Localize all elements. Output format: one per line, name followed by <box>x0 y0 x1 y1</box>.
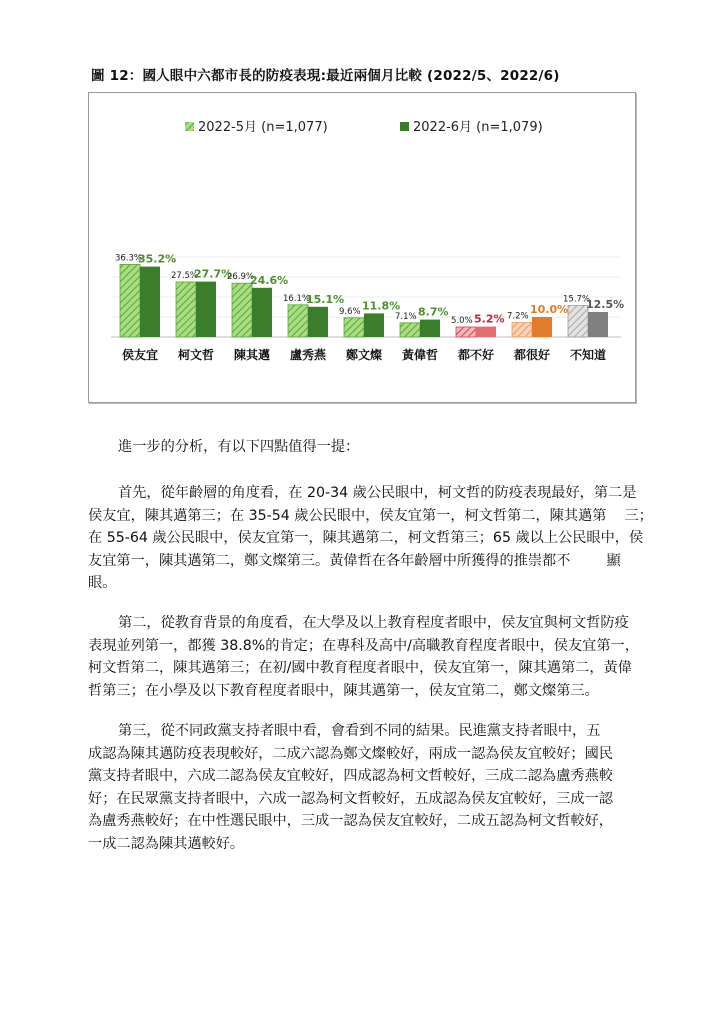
category-label-7: 都不好 <box>457 348 495 362</box>
bar-chart <box>88 92 636 403</box>
bar-chart-svg <box>89 93 637 404</box>
paragraph-line: 進一步的分析，有以下四點值得一提： <box>118 439 360 455</box>
bar-may-3 <box>232 283 252 337</box>
bar-june-2 <box>196 282 216 337</box>
paragraph-line: 眼。 <box>88 575 117 592</box>
data-label-june-2: 27.7% <box>194 267 233 281</box>
bar-june-6 <box>420 320 440 337</box>
paragraph-line: 黨支持者眼中，六成二認為侯友宜較好，四成認為柯文哲較好，三成二認為盧秀燕較 <box>88 768 613 785</box>
bar-june-4 <box>308 307 328 337</box>
data-label-may-7: 5.0% <box>451 316 473 326</box>
data-label-june-6: 8.7% <box>418 305 449 319</box>
data-label-may-4: 16.1% <box>283 293 311 304</box>
category-label-6: 黃偉哲 <box>401 348 439 362</box>
paragraph-2 <box>88 482 653 595</box>
bar-may-1 <box>120 264 140 337</box>
bar-may-5 <box>344 318 364 337</box>
legend-swatch-2 <box>400 122 409 131</box>
paragraph-line: 柯文哲第二，陳其邁第三；在初/國中教育程度者眼中，侯友宜第一，陳其邁第二，黃偉 <box>88 660 632 677</box>
paragraph-line: 友宜第一，陳其邁第二，鄭文燦第三。黃偉哲在各年齡層中所獲得的推崇都不 顯 <box>88 552 621 569</box>
paragraph-line: 第二，從教育背景的角度看，在大學及以上教育程度者眼中，侯友宜與柯文哲防疫 <box>118 615 629 631</box>
data-label-may-1: 36.3% <box>115 253 143 264</box>
data-label-june-8: 10.0% <box>530 303 569 316</box>
bar-may-6 <box>400 323 420 337</box>
category-label-5: 鄭文燦 <box>345 348 383 362</box>
data-label-may-8: 7.2% <box>507 311 529 322</box>
paragraph-line: 首先，從年齡層的角度看，在 20-34 歲公民眼中，柯文哲的防疫表現最好，第二是 <box>118 485 637 501</box>
bar-may-9 <box>568 306 588 337</box>
bars <box>115 253 624 362</box>
paragraph-3 <box>88 612 639 702</box>
paragraph-line: 成認為陳其邁防疫表現較好，二成六認為鄭文燦較好，兩成一認為侯友宜較好；國民 <box>88 745 613 762</box>
bar-june-8 <box>532 317 552 337</box>
figure-title: 圖 12：國人眼中六都市長的防疫表現:最近兩個月比較 (2022/5、2022/6) <box>91 68 560 84</box>
paragraph-line: 哲第三；在小學及以下教育程度者眼中，陳其邁第一，侯友宜第二，鄭文燦第三。 <box>88 682 599 699</box>
bar-may-2 <box>176 282 196 337</box>
bar-may-8 <box>512 323 532 337</box>
data-label-june-9: 12.5% <box>586 298 625 311</box>
data-label-june-4: 15.1% <box>306 292 345 306</box>
data-label-june-7: 5.2% <box>474 312 505 326</box>
paragraph-line: 侯友宜，陳其邁第三；在 35-54 歲公民眼中，侯友宜第一，柯文哲第二，陳其邁第 三； <box>88 507 653 524</box>
paragraph-line: 為盧秀燕較好；在中性選民眼中，三成一認為侯友宜較好，二成五認為柯文哲較好， <box>88 813 613 830</box>
data-label-may-3: 26.9% <box>227 272 255 283</box>
paragraph-1 <box>118 436 359 459</box>
bar-june-9 <box>588 312 608 337</box>
bar-june-3 <box>252 288 272 337</box>
data-label-may-5: 9.6% <box>339 306 361 317</box>
legend-label-1: 2022-5月 (n=1,077) <box>198 120 328 135</box>
legend-label-2: 2022-6月 (n=1,079) <box>413 120 543 135</box>
data-label-may-2: 27.5% <box>171 271 199 281</box>
category-label-8: 都很好 <box>513 348 551 362</box>
bar-june-7 <box>476 327 496 337</box>
data-label-may-9: 15.7% <box>563 294 591 305</box>
legend <box>185 120 543 135</box>
bar-may-4 <box>288 305 308 337</box>
paragraph-line: 第三，從不同政黨支持者眼中看，會看到不同的結果。民進黨支持者眼中，五 <box>118 723 601 739</box>
category-label-4: 盧秀燕 <box>289 348 327 362</box>
data-label-june-3: 24.6% <box>250 273 289 287</box>
category-label-9: 不知道 <box>569 348 607 362</box>
data-label-june-1: 35.2% <box>138 252 177 266</box>
paragraph-4 <box>88 720 613 856</box>
bar-june-1 <box>140 267 160 337</box>
paragraph-line: 在 55-64 歲公民眼中，侯友宜第一，陳其邁第二，柯文哲第三；65 歲以上公民眼中，侯 <box>88 530 644 547</box>
paragraph-line: 好；在民眾黨支持者眼中，六成一認為柯文哲較好，五成認為侯友宜較好，三成一認 <box>88 790 613 807</box>
data-label-june-5: 11.8% <box>362 299 401 313</box>
data-label-may-6: 7.1% <box>395 311 417 322</box>
category-label-1: 侯友宜 <box>121 348 159 362</box>
bar-june-5 <box>364 313 384 337</box>
bar-may-7 <box>456 327 476 337</box>
paragraph-line: 表現並列第一，都獲 38.8%的肯定；在專科及高中/高職教育程度者眼中，侯友宜第一， <box>88 637 639 654</box>
category-label-2: 柯文哲 <box>177 348 215 362</box>
paragraph-line: 一成二認為陳其邁較好。 <box>88 835 245 852</box>
legend-swatch-1 <box>185 122 194 131</box>
category-label-3: 陳其邁 <box>233 348 271 362</box>
